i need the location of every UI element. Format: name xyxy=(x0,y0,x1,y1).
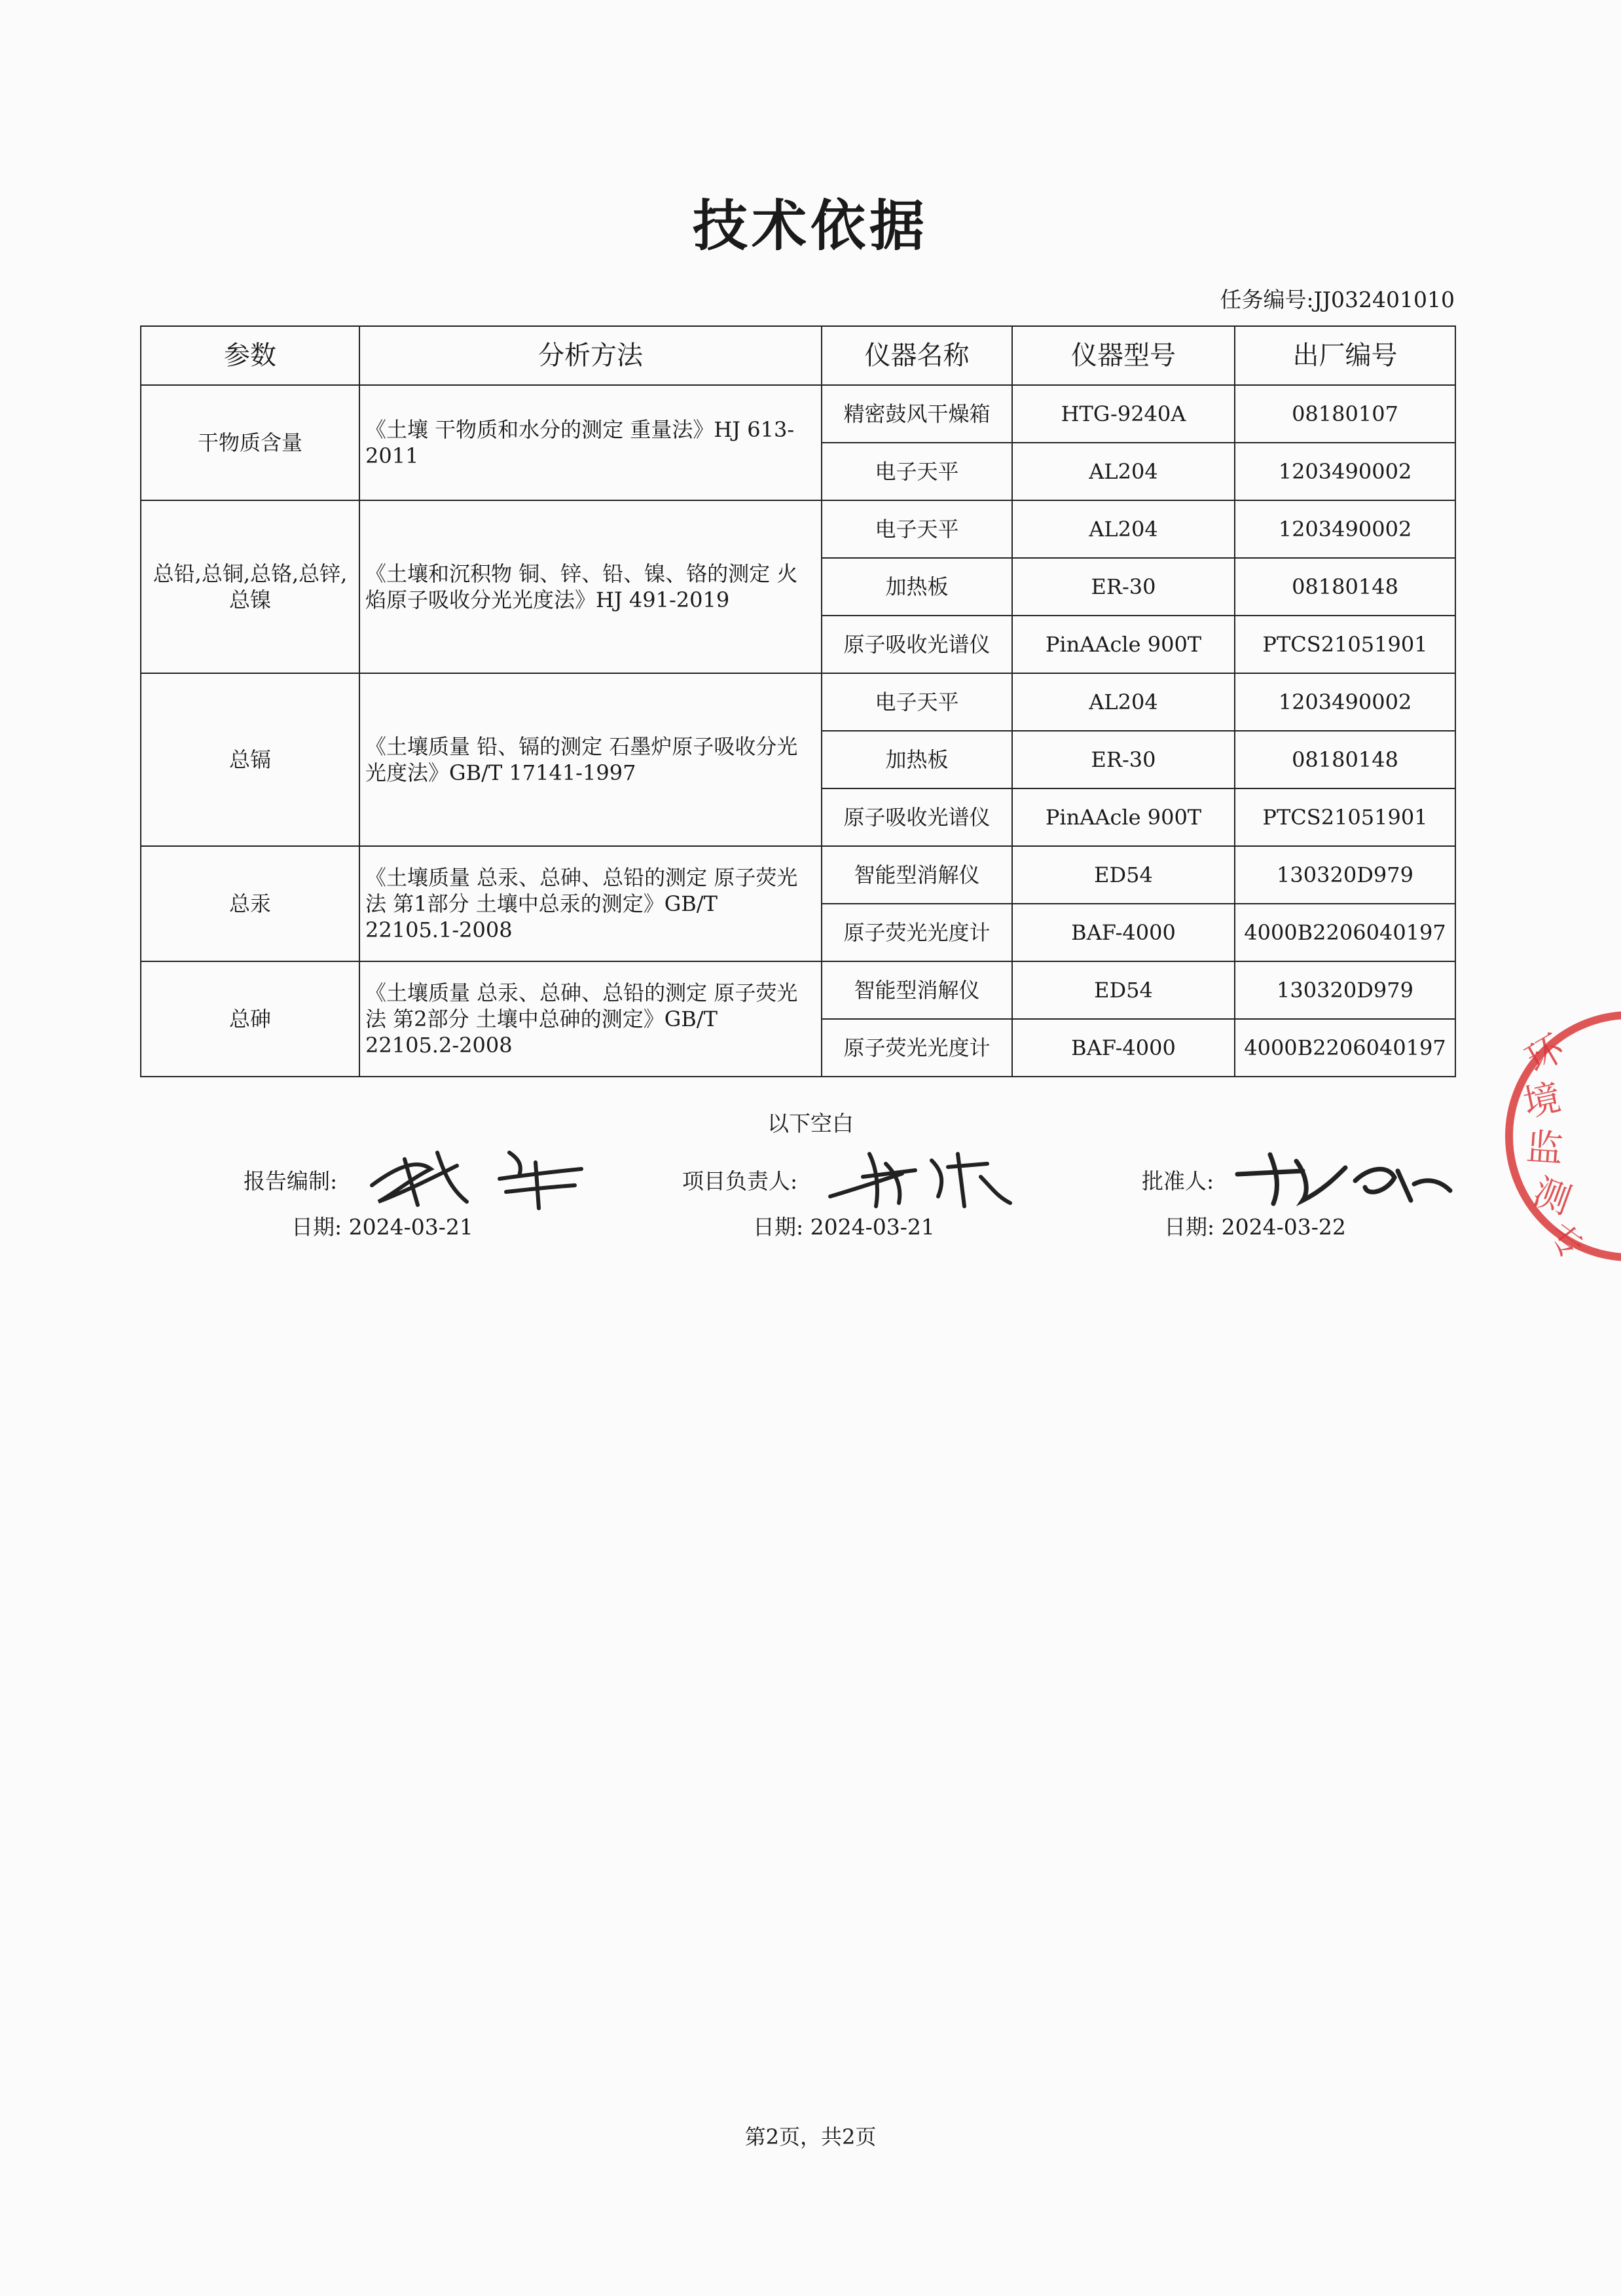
param-cell: 总镉 xyxy=(141,673,359,846)
serial-number-cell: 08180148 xyxy=(1235,558,1455,616)
technical-basis-table xyxy=(140,325,1456,1077)
instrument-name-cell: 电子天平 xyxy=(822,673,1012,731)
instrument-model-cell: ED54 xyxy=(1012,961,1235,1019)
page-title: 技术依据 xyxy=(692,194,928,258)
method-cell: 《土壤和沉积物 铜、锌、铅、镍、铬的测定 火焰原子吸收分光光度法》HJ 491-2019 xyxy=(359,500,822,673)
serial-number-cell: PTCS21051901 xyxy=(1235,616,1455,673)
instrument-name-cell: 原子吸收光谱仪 xyxy=(822,788,1012,846)
instrument-name-cell: 加热板 xyxy=(822,558,1012,616)
serial-number-cell: 1203490002 xyxy=(1235,443,1455,500)
instrument-model-cell: ED54 xyxy=(1012,846,1235,904)
instrument-model-cell: PinAAcle 900T xyxy=(1012,788,1235,846)
param-cell: 干物质含量 xyxy=(141,385,359,500)
instrument-model-cell: PinAAcle 900T xyxy=(1012,616,1235,673)
blank-below-note: 以下空白 xyxy=(767,1111,854,1136)
instrument-name-cell: 电子天平 xyxy=(822,443,1012,500)
method-cell: 《土壤质量 铅、镉的测定 石墨炉原子吸收分光光度法》GB/T 17141-1997 xyxy=(359,673,822,846)
project-lead-label: 项目负责人: xyxy=(682,1168,798,1194)
serial-number-cell: 4000B2206040197 xyxy=(1235,904,1455,961)
instrument-name-cell: 原子荧光光度计 xyxy=(822,904,1012,961)
approver-date: 日期: 2024-03-22 xyxy=(1164,1214,1346,1240)
svg-text:境: 境 xyxy=(1520,1076,1565,1126)
official-seal xyxy=(1499,995,1621,1277)
param-cell: 总铅,总铜,总铬,总锌,总镍 xyxy=(141,500,359,673)
serial-number-cell: PTCS21051901 xyxy=(1235,788,1455,846)
serial-number-cell: 130320D979 xyxy=(1235,961,1455,1019)
page-footer: 第2页，共2页 xyxy=(744,2124,877,2149)
method-cell: 《土壤质量 总汞、总砷、总铅的测定 原子荧光法 第2部分 土壤中总砷的测定》GB/T 22105.2-2008 xyxy=(359,961,822,1077)
project-lead-signature xyxy=(824,1141,1020,1213)
svg-text:专: 专 xyxy=(1540,1215,1591,1268)
table-row xyxy=(141,500,1455,558)
header-param: 参数 xyxy=(141,326,359,385)
method-cell: 《土壤 干物质和水分的测定 重量法》HJ 613-2011 xyxy=(359,385,822,500)
svg-text:环: 环 xyxy=(1518,1026,1572,1083)
approver-signature xyxy=(1231,1145,1460,1210)
instrument-model-cell: AL204 xyxy=(1012,443,1235,500)
serial-number-cell: 130320D979 xyxy=(1235,846,1455,904)
method-cell: 《土壤质量 总汞、总砷、总铅的测定 原子荧光法 第1部分 土壤中总汞的测定》GB/T 22105.1-2008 xyxy=(359,846,822,961)
compiler-date: 日期: 2024-03-21 xyxy=(291,1214,473,1240)
instrument-model-cell: ER-30 xyxy=(1012,731,1235,788)
instrument-model-cell: BAF-4000 xyxy=(1012,1019,1235,1077)
instrument-name-cell: 原子荧光光度计 xyxy=(822,1019,1012,1077)
serial-number-cell: 08180148 xyxy=(1235,731,1455,788)
instrument-name-cell: 加热板 xyxy=(822,731,1012,788)
instrument-model-cell: AL204 xyxy=(1012,673,1235,731)
instrument-model-cell: BAF-4000 xyxy=(1012,904,1235,961)
svg-text:监: 监 xyxy=(1525,1126,1565,1171)
approver-label: 批准人: xyxy=(1142,1168,1214,1194)
header-instrument-model: 仪器型号 xyxy=(1012,326,1235,385)
instrument-name-cell: 电子天平 xyxy=(822,500,1012,558)
instrument-name-cell: 精密鼓风干燥箱 xyxy=(822,385,1012,443)
serial-number-cell: 1203490002 xyxy=(1235,500,1455,558)
instrument-model-cell: HTG-9240A xyxy=(1012,385,1235,443)
table-header-row xyxy=(141,326,1455,385)
serial-number-cell: 1203490002 xyxy=(1235,673,1455,731)
project-lead-date: 日期: 2024-03-21 xyxy=(753,1214,935,1240)
param-cell: 总汞 xyxy=(141,846,359,961)
instrument-model-cell: AL204 xyxy=(1012,500,1235,558)
instrument-name-cell: 智能型消解仪 xyxy=(822,961,1012,1019)
param-cell: 总砷 xyxy=(141,961,359,1077)
header-method: 分析方法 xyxy=(359,326,822,385)
serial-number-cell: 08180107 xyxy=(1235,385,1455,443)
instrument-model-cell: ER-30 xyxy=(1012,558,1235,616)
instrument-name-cell: 智能型消解仪 xyxy=(822,846,1012,904)
instrument-name-cell: 原子吸收光谱仪 xyxy=(822,616,1012,673)
svg-text:测: 测 xyxy=(1527,1170,1577,1223)
serial-number-cell: 4000B2206040197 xyxy=(1235,1019,1455,1077)
table-row xyxy=(141,961,1455,1019)
compiler-signature xyxy=(359,1139,601,1212)
header-serial-number: 出厂编号 xyxy=(1235,326,1455,385)
header-instrument-name: 仪器名称 xyxy=(822,326,1012,385)
task-number: 任务编号:JJ032401010 xyxy=(1220,287,1455,312)
table-row xyxy=(141,673,1455,731)
compiler-label: 报告编制: xyxy=(244,1168,338,1194)
table-row xyxy=(141,385,1455,443)
table-row xyxy=(141,846,1455,904)
